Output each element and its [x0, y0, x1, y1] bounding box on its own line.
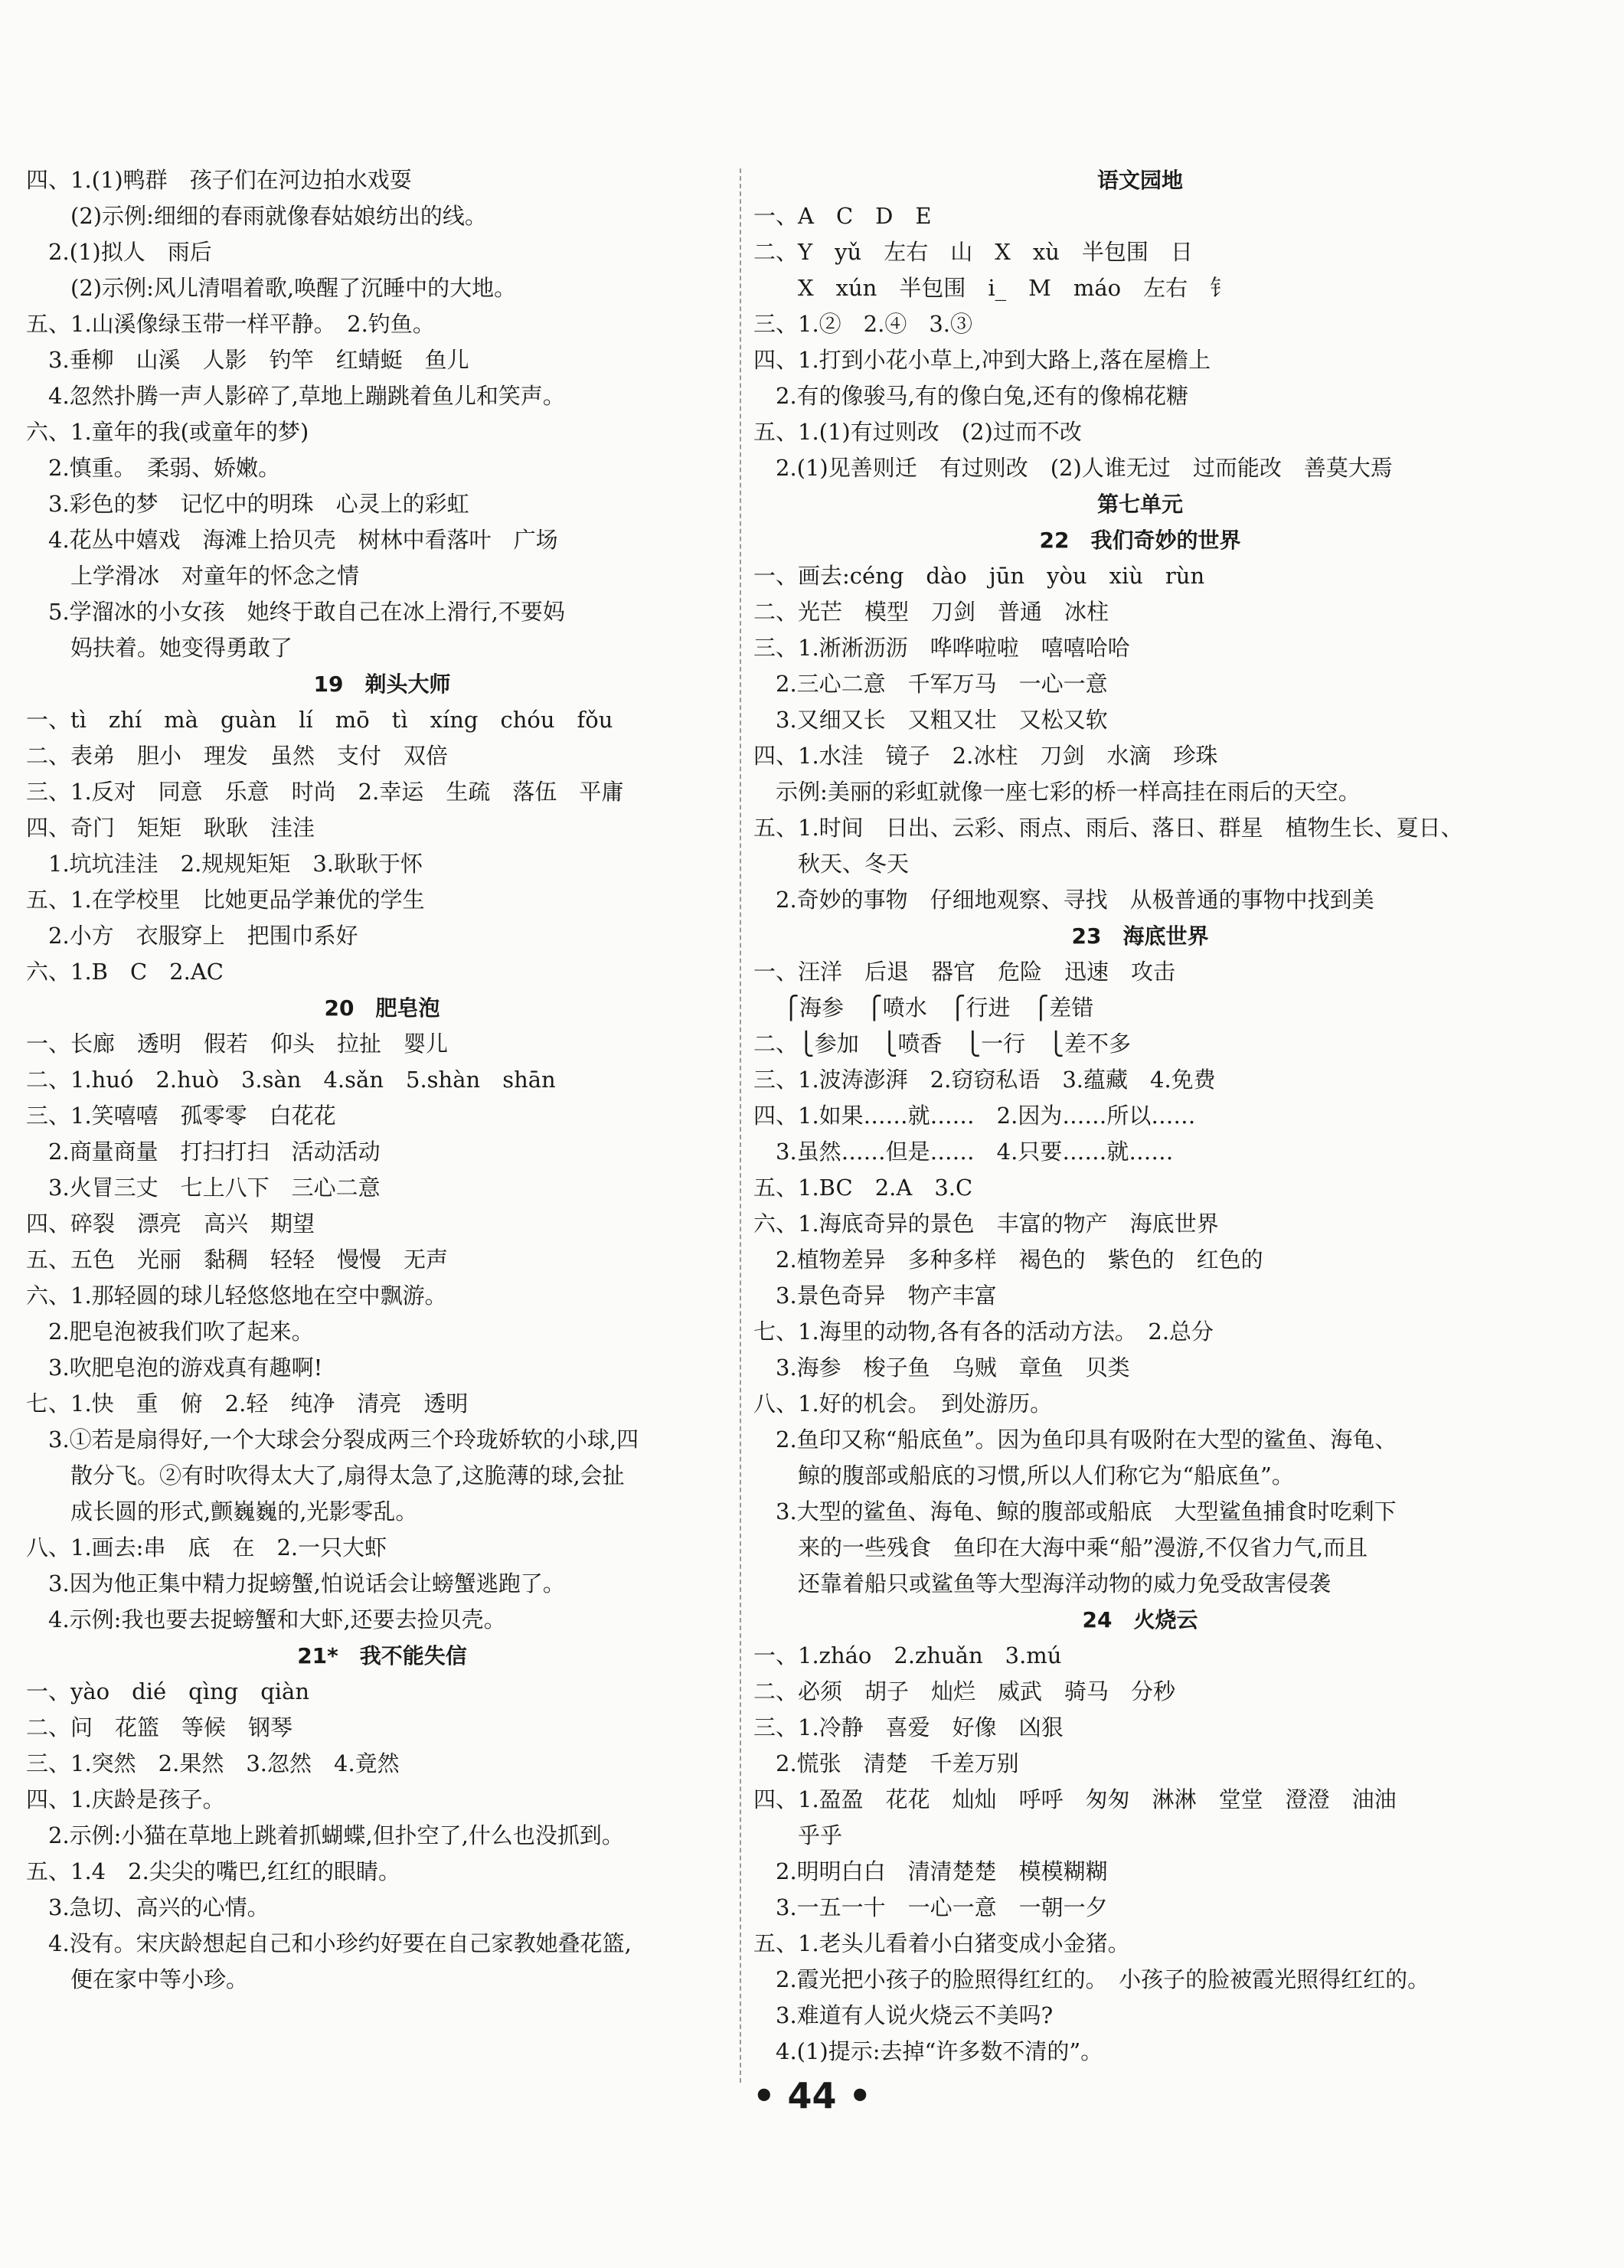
answer-line: 4.示例:我也要去捉螃蟹和大虾,还要去捡贝壳。: [26, 1606, 506, 1632]
answer-line: 二、表弟 胆小 理发 虽然 支付 双倍: [26, 743, 449, 769]
answer-line: 六、1.童年的我(或童年的梦): [26, 419, 309, 445]
answer-line: 3.急切、高兴的心情。: [26, 1894, 270, 1920]
answer-line: 一、yào dié qìng qiàn: [26, 1678, 310, 1704]
answer-line: 3.因为他正集中精力捉螃蟹,怕说话会让螃蟹逃跑了。: [26, 1570, 565, 1596]
answer-line: 三、1.波涛澎湃 2.窃窃私语 3.蕴藏 4.免费: [753, 1067, 1216, 1093]
answer-line: (2)示例:细细的春雨就像春姑娘纺出的线。: [26, 203, 487, 229]
answer-line: (2)示例:风儿清唱着歌,唤醒了沉睡中的大地。: [26, 275, 517, 301]
answer-line: 3.一五一十 一心一意 一朝一夕: [753, 1894, 1108, 1920]
answer-line: 2.(1)见善则迁 有过则改 (2)人谁无过 过而能改 善莫大焉: [753, 455, 1393, 481]
answer-line: 2.小方 衣服穿上 把围巾系好: [26, 923, 358, 949]
lesson-heading: 第七单元: [1096, 492, 1183, 517]
answer-line: 四、1.庆龄是孩子。: [26, 1786, 225, 1812]
answer-line: 三、1.反对 同意 乐意 时尚 2.幸运 生疏 落伍 平庸: [26, 779, 624, 805]
answer-line: 2.霞光把小孩子的脸照得红红的。 小孩子的脸被霞光照得红红的。: [753, 1966, 1430, 1992]
answer-line: 2.奇妙的事物 仔细地观察、寻找 从极普通的事物中找到美: [753, 887, 1374, 913]
answer-line: 七、1.快 重 俯 2.轻 纯净 清亮 透明: [26, 1391, 469, 1417]
answer-line: 3.虽然……但是…… 4.只要……就……: [753, 1139, 1174, 1165]
answer-line: 3.大型的鲨鱼、海龟、鲸的腹部或船底 大型鲨鱼捕食时吃剩下: [753, 1498, 1397, 1525]
answer-line: 来的一些残食 鱼印在大海中乘“船”漫游,不仅省力气,而且: [753, 1534, 1368, 1560]
lesson-heading: 19 剃头大师: [313, 672, 451, 697]
lesson-heading: 24 火烧云: [1082, 1607, 1198, 1632]
column-divider: [740, 168, 741, 2083]
lesson-heading: 23 海底世界: [1071, 923, 1209, 949]
answer-line: 1.坑坑洼洼 2.规规矩矩 3.耿耿于怀: [26, 851, 423, 877]
answer-line: 八、1.好的机会。 到处游历。: [753, 1391, 1053, 1417]
answer-line: 3.难道有人说火烧云不美吗?: [753, 2002, 1054, 2028]
lesson-heading: 22 我们奇妙的世界: [1039, 528, 1241, 553]
answer-line: 3.海参 梭子鱼 乌贼 章鱼 贝类: [753, 1355, 1130, 1381]
page-number: • 44 •: [753, 2075, 871, 2116]
answer-line: 3.①若是扇得好,一个大球会分裂成两三个玲珑娇软的小球,四: [26, 1426, 639, 1453]
answer-line: 4.没有。宋庆龄想起自己和小珍约好要在自己家教她叠花篮,: [26, 1930, 632, 1956]
answer-line: 七、1.海里的动物,各有各的活动方法。 2.总分: [753, 1319, 1214, 1345]
answer-line: 三、1.冷静 喜爱 好像 凶狠: [753, 1714, 1064, 1740]
answer-line: 4.(1)提示:去掉“许多数不清的”。: [753, 2038, 1103, 2064]
answer-line: 4.花丛中嬉戏 海滩上拾贝壳 树林中看落叶 广场: [26, 527, 558, 553]
answer-line: 六、1.那轻圆的球儿轻悠悠地在空中飘游。: [26, 1283, 447, 1309]
answer-line: 五、1.4 2.尖尖的嘴巴,红红的眼睛。: [26, 1858, 401, 1884]
lesson-heading: 20 肥皂泡: [324, 995, 440, 1021]
answer-line: 2.(1)拟人 雨后: [26, 239, 212, 265]
answer-line: 5.学溜冰的小女孩 她终于敢自己在冰上滑行,不要妈: [26, 599, 565, 625]
answer-line: 3.火冒三丈 七上八下 三心二意: [26, 1175, 381, 1201]
answer-line: 4.忽然扑腾一声人影碎了,草地上蹦跳着鱼儿和笑声。: [26, 383, 565, 409]
answer-line: 3.又细又长 又粗又壮 又松又软: [753, 707, 1108, 733]
answer-line: 2.鱼印又称“船底鱼”。因为鱼印具有吸附在大型的鲨鱼、海龟、: [753, 1426, 1397, 1453]
answer-line: 3.彩色的梦 记忆中的明珠 心灵上的彩虹: [26, 491, 469, 517]
answer-line: 3.景色奇异 物产丰富: [753, 1283, 997, 1309]
answer-line: 五、1.(1)有过则改 (2)过而不改: [753, 419, 1082, 445]
answer-line: 一、画去:céng dào jūn yòu xiù rùn: [753, 563, 1205, 589]
answer-line: 还靠着船只或鲨鱼等大型海洋动物的威力免受敌害侵袭: [753, 1570, 1332, 1596]
answer-line: 乎乎: [753, 1822, 843, 1848]
answer-line: 三、1.淅淅沥沥 哗哗啦啦 嘻嘻哈哈: [753, 635, 1130, 661]
answer-line: 八、1.画去:串 底 在 2.一只大虾: [26, 1534, 387, 1560]
answer-line: 五、五色 光丽 黏稠 轻轻 慢慢 无声: [26, 1247, 449, 1273]
answer-line: 四、1.如果……就…… 2.因为……所以……: [753, 1103, 1196, 1129]
answer-line: 便在家中等小珍。: [26, 1966, 249, 1992]
answer-line: 四、1.(1)鸭群 孩子们在河边拍水戏耍: [26, 167, 412, 193]
answer-line: 一、汪洋 后退 器官 危险 迅速 攻击: [753, 959, 1176, 985]
answer-line: 2.慎重。 柔弱、娇嫩。: [26, 455, 281, 481]
lesson-heading: 语文园地: [1096, 168, 1183, 193]
answer-line: 2.三心二意 千军万马 一心一意: [753, 671, 1108, 697]
answer-line: 五、1.老头儿看着小白猪变成小金猪。: [753, 1930, 1130, 1956]
answer-line: 二、光芒 模型 刀剑 普通 冰柱: [753, 599, 1109, 625]
answer-line: 2.植物差异 多种多样 褐色的 紫色的 红色的: [753, 1247, 1263, 1273]
answer-line: 三、1.② 2.④ 3.③: [753, 311, 973, 337]
answer-line: ⎧海参 ⎧喷水 ⎧行进 ⎧差错: [753, 995, 1094, 1021]
answer-line: 六、1.B C 2.AC: [26, 959, 224, 985]
answer-line: 五、1.BC 2.A 3.C: [753, 1175, 973, 1201]
answer-line: 四、1.水洼 镜子 2.冰柱 刀剑 水滴 珍珠: [753, 743, 1218, 769]
answer-line: 妈扶着。她变得勇敢了: [26, 635, 293, 661]
answer-line: 2.商量商量 打扫打扫 活动活动: [26, 1139, 381, 1165]
answer-line: 成长圆的形式,颤巍巍的,光影零乱。: [26, 1498, 418, 1525]
answer-line: 五、1.在学校里 比她更品学兼优的学生: [26, 887, 425, 913]
answer-line: 二、Y yǔ 左右 山 X xù 半包围 日: [753, 239, 1193, 265]
answer-line: 2.慌张 清楚 千差万别: [753, 1750, 1019, 1776]
answer-line: 二、问 花篮 等候 钢琴: [26, 1714, 293, 1740]
answer-line: 一、1.zháo 2.zhuǎn 3.mú: [753, 1642, 1062, 1668]
left-answer-column: [26, 162, 738, 1998]
answer-line: 三、1.突然 2.果然 3.忽然 4.竟然: [26, 1750, 400, 1776]
answer-line: 二、1.huó 2.huò 3.sàn 4.sǎn 5.shàn shān: [26, 1067, 556, 1093]
answer-line: 鲸的腹部或船底的习惯,所以人们称它为“船底鱼”。: [753, 1462, 1294, 1489]
answer-line: 一、tì zhí mà guàn lí mō tì xíng chóu fǒu: [26, 707, 613, 733]
lesson-heading: 21* 我不能失信: [297, 1643, 467, 1668]
answer-line: 3.垂柳 山溪 人影 钓竿 红蜻蜓 鱼儿: [26, 347, 469, 373]
answer-line: 四、1.盈盈 花花 灿灿 呼呼 匆匆 淋淋 堂堂 澄澄 油油: [753, 1786, 1397, 1812]
answer-line: 二、⎩参加 ⎩喷香 ⎩一行 ⎩差不多: [753, 1031, 1132, 1057]
answer-line: X xún 半包围 i_ M máo 左右 钅: [753, 275, 1233, 301]
answer-line: 四、1.打到小花小草上,冲到大路上,落在屋檐上: [753, 347, 1211, 373]
answer-line: 2.肥皂泡被我们吹了起来。: [26, 1319, 314, 1345]
answer-line: 一、长廊 透明 假若 仰头 拉扯 婴儿: [26, 1031, 449, 1057]
answer-line: 散分飞。②有时吹得太大了,扇得太急了,这脆薄的球,会扯: [26, 1462, 625, 1489]
answer-line: 六、1.海底奇异的景色 丰富的物产 海底世界: [753, 1211, 1219, 1237]
answer-line: 2.明明白白 清清楚楚 模模糊糊: [753, 1858, 1108, 1884]
answer-line: 五、1.时间 日出、云彩、雨点、雨后、落日、群星 植物生长、夏日、: [753, 815, 1463, 841]
answer-line: 秋天、冬天: [753, 851, 910, 877]
answer-line: 上学滑冰 对童年的怀念之情: [26, 563, 360, 589]
answer-line: 五、1.山溪像绿玉带一样平静。 2.钓鱼。: [26, 311, 435, 337]
answer-line: 二、必须 胡子 灿烂 威武 骑马 分秒: [753, 1678, 1176, 1704]
answer-line: 3.吹肥皂泡的游戏真有趣啊!: [26, 1355, 323, 1381]
answer-line: 四、碎裂 漂亮 高兴 期望: [26, 1211, 315, 1237]
right-answer-column: [753, 162, 1527, 2070]
answer-line: 一、A C D E: [753, 203, 932, 229]
answer-line: 示例:美丽的彩虹就像一座七彩的桥一样高挂在雨后的天空。: [753, 779, 1361, 805]
answer-line: 2.有的像骏马,有的像白兔,还有的像棉花糖: [753, 383, 1189, 409]
answer-line: 四、奇门 矩矩 耿耿 洼洼: [26, 815, 315, 841]
answer-line: 2.示例:小猫在草地上跳着抓蝴蝶,但扑空了,什么也没抓到。: [26, 1822, 624, 1848]
answer-line: 三、1.笑嘻嘻 孤零零 白花花: [26, 1103, 336, 1129]
